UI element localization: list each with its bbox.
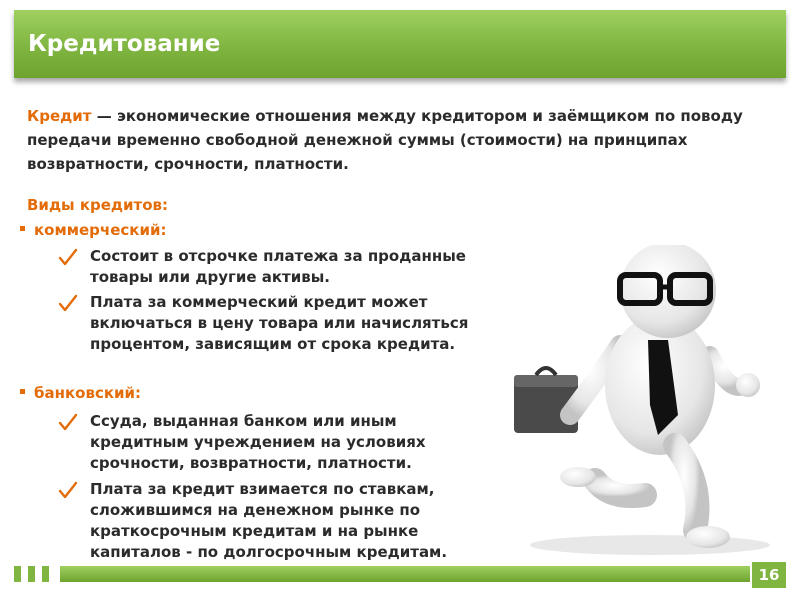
list-item-text: Плата за коммерческий кредит может включаться в цену товара или начисляться процентом, зависящим от срока кредита. — [90, 293, 469, 353]
footer-bar — [60, 566, 750, 582]
footer-stripe — [28, 566, 35, 582]
definition-term: Кредит — [27, 107, 92, 125]
list-item — [58, 479, 488, 563]
kind-bank-label: банковский: — [34, 384, 142, 402]
square-bullet-icon — [20, 226, 25, 231]
list-item-text: Ссуда, выданная банком или иным кредитным учреждением на условиях срочности, возвратности, платности. — [90, 412, 426, 472]
page-number: 16 — [752, 562, 786, 588]
check-icon — [58, 248, 78, 266]
slide-title: Кредитование — [28, 31, 221, 57]
footer-stripe — [14, 566, 21, 582]
check-icon — [58, 294, 78, 312]
running-man-with-briefcase-illustration — [500, 245, 790, 565]
definition-paragraph — [27, 104, 757, 176]
kinds-heading: Виды кредитов: — [27, 196, 169, 214]
check-icon — [58, 413, 78, 431]
kind-commercial — [20, 221, 166, 239]
check-icon — [58, 481, 78, 499]
list-item — [58, 292, 488, 355]
list-item — [58, 246, 488, 288]
list-item — [58, 411, 488, 474]
kind-commercial-label: коммерческий: — [34, 221, 167, 239]
list-item-text: Плата за кредит взимается по ставкам, сложившимся на денежном рынке по краткосрочным кредитам и на рынке капиталов - по долгосрочным кредитам. — [90, 480, 448, 561]
list-item-text: Состоит в отсрочке платежа за проданные товары или другие активы. — [90, 247, 466, 286]
kind-bank — [20, 384, 141, 402]
definition-text: — экономические отношения между кредитором и заёмщиком по поводу передачи временно свободной денежной суммы (стоимости) на принципах возвратности, срочности, платности. — [27, 107, 743, 173]
square-bullet-icon — [20, 389, 25, 394]
footer-stripe — [42, 566, 49, 582]
title-bar — [14, 10, 786, 78]
